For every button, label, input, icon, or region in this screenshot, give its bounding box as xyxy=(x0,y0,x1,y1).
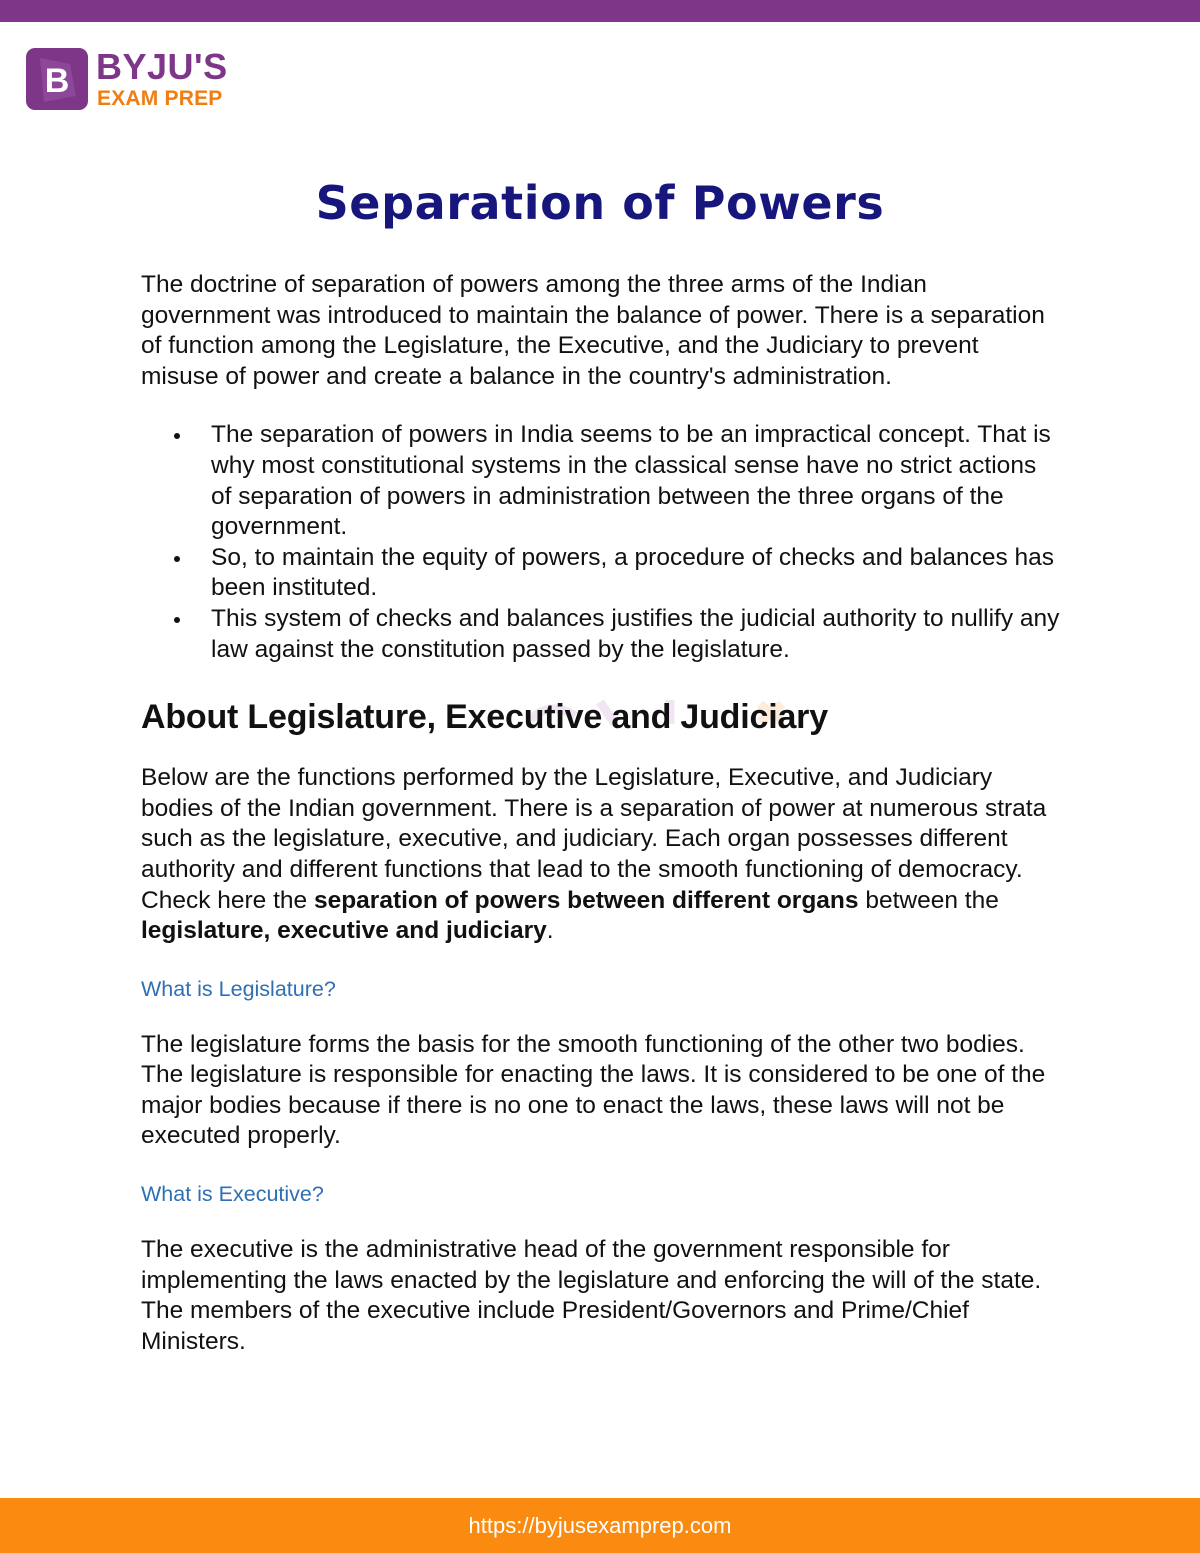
svg-text:B: B xyxy=(44,62,70,100)
footer-url-link[interactable]: https://byjusexamprep.com xyxy=(468,1512,732,1538)
list-item-text: So, to maintain the equity of powers, a procedure of checks and balances has been instituted. xyxy=(211,543,1055,602)
bullet-list xyxy=(141,420,1061,665)
intro-paragraph: The doctrine of separation of powers among the three arms of the Indian government was introduced to maintain the balance of power. There is a separation of function among the Legislature, the Executive, and the Judiciary to prevent misuse of power and create a balance in the country's administration. xyxy=(141,271,1045,390)
bullet-icon xyxy=(174,433,180,439)
bullet-icon xyxy=(174,556,180,562)
list-item-text: The separation of powers in India seems to be an impractical concept. That is why most constitutional systems in the classical sense have no strict actions of separation of powers in administration between the three organs of the government. xyxy=(211,421,1051,541)
logo-b-icon xyxy=(26,48,88,110)
legislature-paragraph: The legislature forms the basis for the smooth functioning of the other two bodies. The legislature is responsible for enacting the laws. It is considered to be one of the major bodies because if there is no one to enact the laws, these laws will not be executed properly. xyxy=(141,1030,1046,1150)
byjus-logo[interactable] xyxy=(26,48,246,114)
executive-paragraph: The executive is the administrative head of the government responsible for implementing the laws enacted by the legislature and enforcing the will of the state. The members of the executive include President/Governors and Prime/Chief Ministers. xyxy=(141,1236,1042,1355)
list-item-text: This system of checks and balances justifies the judicial authority to nullify any law against the constitution passed by the legislature. xyxy=(211,604,1060,663)
section-text-2: between the xyxy=(858,886,999,914)
list-item xyxy=(141,543,1061,604)
logo-mark xyxy=(26,48,88,110)
bullet-icon xyxy=(174,617,180,623)
list-item xyxy=(141,604,1061,665)
section-text-3: . xyxy=(546,917,554,945)
executive-heading: What is Executive? xyxy=(141,1182,324,1207)
list-item xyxy=(141,420,1061,542)
logo-tagline: EXAM PREP xyxy=(97,87,223,110)
section-bold-2: legislature, executive and judiciary xyxy=(141,917,547,945)
legislature-heading: What is Legislature? xyxy=(141,976,336,1001)
logo-brand-name: BYJU'S xyxy=(96,46,228,87)
section-heading: About Legislature, Executive and Judiciary xyxy=(141,698,828,737)
section-text-1: Below are the functions performed by the Legislature, Executive, and Judiciary bodies of the Indian government. There is a separation of power at numerous strata such as the legislature, executive, and judiciary. Each organ possesses different authority and different functions that lead to the smooth functioning of democracy. Check here the xyxy=(141,764,1047,914)
page-title: Separation of Powers xyxy=(315,176,885,230)
top-accent-bar xyxy=(0,0,1200,22)
article-body xyxy=(141,270,1061,1357)
footer-bar xyxy=(0,1498,1200,1553)
section-bold-1: separation of powers between different organs xyxy=(313,886,859,914)
section-paragraph xyxy=(141,763,1061,947)
